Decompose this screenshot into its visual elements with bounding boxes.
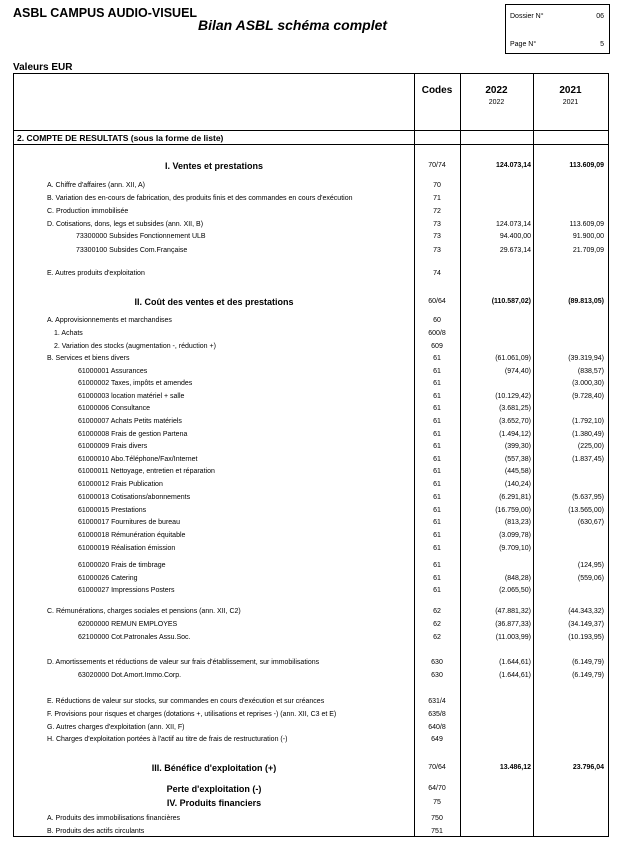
table-row xyxy=(14,247,608,259)
dossier-info-box xyxy=(505,4,610,54)
row-value-2022: (36.877,33) xyxy=(495,621,531,628)
document-title: Bilan ASBL schéma complet xyxy=(198,17,388,33)
row-value-2022: (399,30) xyxy=(504,443,531,450)
row-code: 74 xyxy=(433,270,441,277)
row-code: 600/8 xyxy=(428,330,446,337)
row-label: I. Ventes et prestations xyxy=(164,161,264,171)
table-row xyxy=(14,815,608,827)
row-label: 2. Variation des stocks (augmentation -, réduction +) xyxy=(54,343,216,350)
row-value-2021: (9.728,40) xyxy=(572,393,604,400)
row-code: 61 xyxy=(433,380,441,387)
table-row xyxy=(14,587,608,599)
row-label: 61000019 Réalisation émission xyxy=(78,545,176,552)
section-heading-row xyxy=(14,763,608,779)
year-2022-header: 2022 xyxy=(485,85,508,96)
row-code: 649 xyxy=(431,736,443,743)
row-code: 61 xyxy=(433,587,441,594)
row-value-2021: 113.609,09 xyxy=(569,221,604,228)
row-value-2022: (47.881,32) xyxy=(495,608,531,615)
table-row xyxy=(14,195,608,207)
row-value-2021: (1.792,10) xyxy=(572,418,604,425)
dossier-line xyxy=(510,13,604,20)
currency-label: Valeurs EUR xyxy=(13,62,73,73)
row-label: 62000000 REMUN EMPLOYES xyxy=(78,621,178,628)
row-value-2022: (813,23) xyxy=(504,519,531,526)
dossier-label: Dossier N° xyxy=(510,13,544,20)
row-label: 61000009 Frais divers xyxy=(78,443,148,450)
row-code: 62 xyxy=(433,621,441,628)
row-code: 60/64 xyxy=(428,298,446,305)
row-value-2021: 113.609,09 xyxy=(569,162,604,169)
row-label: 61000027 Impressions Posters xyxy=(78,587,175,594)
row-label: E. Réductions de valeur sur stocks, sur commandes en cours d'exécution et sur créances xyxy=(47,698,325,705)
row-value-2021: (225,00) xyxy=(577,443,604,450)
row-value-2021: (630,67) xyxy=(577,519,604,526)
row-value-2021: (5.637,95) xyxy=(572,494,604,501)
row-label: 61000017 Fournitures de bureau xyxy=(78,519,180,526)
row-value-2022: (1.494,12) xyxy=(499,431,531,438)
row-value-2022: (10.129,42) xyxy=(495,393,531,400)
row-value-2022: 29.673,14 xyxy=(499,247,531,254)
row-value-2021: (34.149,37) xyxy=(568,621,604,628)
row-code: 61 xyxy=(433,443,441,450)
row-value-2021: (6.149,79) xyxy=(572,659,604,666)
row-value-2021: 23.796,04 xyxy=(572,764,604,771)
row-label: 61000026 Catering xyxy=(78,575,138,582)
row-code: 609 xyxy=(431,343,443,350)
row-label: Perte d'exploitation (-) xyxy=(166,784,262,794)
table-row xyxy=(14,507,608,519)
row-label: III. Bénéfice d'exploitation (+) xyxy=(151,763,277,773)
section-heading-row xyxy=(14,798,608,814)
row-label: 61000015 Prestations xyxy=(78,507,147,514)
year-2022-subheader: 2022 xyxy=(488,99,505,106)
row-code: 70/74 xyxy=(428,162,446,169)
row-code: 72 xyxy=(433,208,441,215)
table-row xyxy=(14,355,608,367)
table-row xyxy=(14,270,608,282)
row-code: 73 xyxy=(433,233,441,240)
row-label: 61000011 Nettoyage, entretien et réparation xyxy=(78,468,215,475)
row-value-2022: (3.681,25) xyxy=(499,405,531,412)
row-code: 61 xyxy=(433,507,441,514)
table-row xyxy=(14,418,608,430)
row-label: A. Chiffre d'affaires (ann. XII, A) xyxy=(47,182,145,189)
row-code: 635/8 xyxy=(428,711,446,718)
row-label: H. Charges d'exploitation portées à l'actif au titre de frais de restructuration (-) xyxy=(47,736,288,743)
table-row xyxy=(14,711,608,723)
row-value-2021: (89.813,05) xyxy=(568,298,604,305)
row-value-2021: (1.380,49) xyxy=(572,431,604,438)
row-value-2022: (9.709,10) xyxy=(499,545,531,552)
table-row xyxy=(14,443,608,455)
row-code: 751 xyxy=(431,828,443,835)
row-value-2022: 13.486,12 xyxy=(499,764,531,771)
row-label: 61000020 Frais de timbrage xyxy=(78,562,166,569)
row-code: 62 xyxy=(433,608,441,615)
row-label: 1. Achats xyxy=(54,330,83,337)
row-code: 75 xyxy=(433,799,441,806)
table-row xyxy=(14,431,608,443)
row-code: 750 xyxy=(431,815,443,822)
table-row xyxy=(14,634,608,646)
row-label: B. Variation des en-cours de fabrication, des produits finis et des commandes en cours d'exécution xyxy=(47,195,353,202)
row-value-2021: (10.193,95) xyxy=(568,634,604,641)
dossier-value: 06 xyxy=(596,13,604,20)
table-row xyxy=(14,221,608,233)
table-row xyxy=(14,317,608,329)
row-label: 73300000 Subsides Fonctionnement ULB xyxy=(76,233,206,240)
row-value-2021: (39.319,94) xyxy=(568,355,604,362)
table-row xyxy=(14,481,608,493)
table-row xyxy=(14,621,608,633)
row-code: 61 xyxy=(433,519,441,526)
row-value-2022: (2.065,50) xyxy=(499,587,531,594)
row-code: 61 xyxy=(433,562,441,569)
table-row xyxy=(14,562,608,574)
row-code: 61 xyxy=(433,393,441,400)
row-value-2022: (974,40) xyxy=(504,368,531,375)
row-label: D. Amortissements et réductions de valeur sur frais d'établissement, sur immobilisations xyxy=(47,659,320,666)
row-value-2022: (848,28) xyxy=(504,575,531,582)
year-2021-subheader: 2021 xyxy=(562,99,579,106)
table-row xyxy=(14,208,608,220)
table-row xyxy=(14,519,608,531)
section-heading-row xyxy=(14,297,608,313)
row-code: 73 xyxy=(433,221,441,228)
row-label: 61000010 Abo.Téléphone/Fax/Internet xyxy=(78,456,198,463)
row-value-2021: (13.565,00) xyxy=(568,507,604,514)
year-2021-header: 2021 xyxy=(559,85,582,96)
row-label: C. Production immobilisée xyxy=(47,208,129,215)
row-value-2022: (3.652,70) xyxy=(499,418,531,425)
row-code: 64/70 xyxy=(428,785,446,792)
row-value-2022: 124.073,14 xyxy=(495,162,531,169)
table-row xyxy=(14,182,608,194)
row-code: 61 xyxy=(433,494,441,501)
row-code: 62 xyxy=(433,634,441,641)
row-code: 61 xyxy=(433,355,441,362)
table-row xyxy=(14,532,608,544)
row-label: B. Produits des actifs circulants xyxy=(47,828,145,835)
row-code: 70 xyxy=(433,182,441,189)
row-value-2022: (61.061,09) xyxy=(495,355,531,362)
table-row xyxy=(14,343,608,355)
row-code: 630 xyxy=(431,659,443,666)
table-row xyxy=(14,380,608,392)
row-code: 631/4 xyxy=(428,698,446,705)
row-label: 61000013 Cotisations/abonnements xyxy=(78,494,191,501)
row-label: 61000007 Achats Petits matériels xyxy=(78,418,182,425)
table-row xyxy=(14,724,608,736)
row-label: 61000018 Rémunération équitable xyxy=(78,532,186,539)
row-code: 630 xyxy=(431,672,443,679)
row-value-2021: (1.837,45) xyxy=(572,456,604,463)
row-value-2021: (44.343,32) xyxy=(568,608,604,615)
row-value-2022: (445,58) xyxy=(504,468,531,475)
page-line xyxy=(510,41,604,48)
row-value-2021: (124,95) xyxy=(577,562,604,569)
codes-header: Codes xyxy=(421,85,453,96)
row-value-2022: (16.759,00) xyxy=(495,507,531,514)
section-heading-row xyxy=(14,161,608,177)
row-value-2021: (838,57) xyxy=(577,368,604,375)
row-label: 61000001 Assurances xyxy=(78,368,148,375)
row-value-2022: (557,38) xyxy=(504,456,531,463)
row-code: 61 xyxy=(433,532,441,539)
table-row xyxy=(14,736,608,748)
row-value-2022: 94.400,00 xyxy=(499,233,531,240)
table-row xyxy=(14,393,608,405)
page-label: Page N° xyxy=(510,41,537,48)
row-code: 71 xyxy=(433,195,441,202)
row-label: II. Coût des ventes et des prestations xyxy=(134,297,294,307)
table-row xyxy=(14,330,608,342)
table-row xyxy=(14,672,608,684)
table-row xyxy=(14,575,608,587)
row-value-2022: 124.073,14 xyxy=(495,221,531,228)
section-title: 2. COMPTE DE RESULTATS (sous la forme de liste) xyxy=(17,133,224,143)
row-value-2022: (110.587,02) xyxy=(491,298,531,305)
table-row xyxy=(14,494,608,506)
row-code: 640/8 xyxy=(428,724,446,731)
row-label: D. Cotisations, dons, legs et subsides (ann. XII, B) xyxy=(47,221,204,228)
income-statement-table xyxy=(13,73,609,837)
row-value-2021: (559,06) xyxy=(577,575,604,582)
row-label: A. Approvisionnements et marchandises xyxy=(47,317,172,324)
row-code: 61 xyxy=(433,368,441,375)
row-label: 62100000 Cot.Patronales Assu.Soc. xyxy=(78,634,191,641)
row-value-2021: 21.709,09 xyxy=(572,247,604,254)
row-label: IV. Produits financiers xyxy=(166,798,262,808)
row-code: 61 xyxy=(433,575,441,582)
row-code: 61 xyxy=(433,405,441,412)
row-label: 63020000 Dot.Amort.Immo.Corp. xyxy=(78,672,182,679)
row-label: F. Provisions pour risques et charges (dotations +, utilisations et reprises -) (ann. XII, C3 et E) xyxy=(47,711,337,718)
row-code: 70/64 xyxy=(428,764,446,771)
row-value-2022: (6.291,81) xyxy=(499,494,531,501)
row-label: 61000008 Frais de gestion Partena xyxy=(78,431,188,438)
row-label: 61000002 Taxes, impôts et amendes xyxy=(78,380,193,387)
row-label: 61000003 location matériel + salle xyxy=(78,393,185,400)
row-code: 61 xyxy=(433,545,441,552)
table-row xyxy=(14,368,608,380)
table-row xyxy=(14,456,608,468)
table-row xyxy=(14,405,608,417)
table-row xyxy=(14,233,608,245)
table-row xyxy=(14,659,608,671)
row-label: 73300100 Subsides Com.Française xyxy=(76,247,188,254)
row-value-2021: (3.000,30) xyxy=(572,380,604,387)
row-code: 73 xyxy=(433,247,441,254)
organization-name: ASBL CAMPUS AUDIO-VISUEL xyxy=(13,6,198,20)
row-code: 61 xyxy=(433,456,441,463)
table-row xyxy=(14,545,608,557)
page-value: 5 xyxy=(600,41,604,48)
row-value-2022: (1.644,61) xyxy=(499,672,531,679)
row-label: C. Rémunérations, charges sociales et pensions (ann. XII, C2) xyxy=(47,608,241,615)
table-row xyxy=(14,698,608,710)
section-divider xyxy=(14,144,608,145)
row-label: E. Autres produits d'exploitation xyxy=(47,270,145,277)
row-value-2021: (6.149,79) xyxy=(572,672,604,679)
table-row xyxy=(14,468,608,480)
row-code: 61 xyxy=(433,481,441,488)
row-label: 61000006 Consultance xyxy=(78,405,151,412)
row-code: 60 xyxy=(433,317,441,324)
row-label: B. Services et biens divers xyxy=(47,355,130,362)
row-value-2022: (140,24) xyxy=(504,481,531,488)
header-divider xyxy=(14,130,608,131)
row-value-2022: (1.644,61) xyxy=(499,659,531,666)
row-code: 61 xyxy=(433,468,441,475)
row-label: A. Produits des immobilisations financières xyxy=(47,815,181,822)
row-value-2021: 91.900,00 xyxy=(572,233,604,240)
table-row xyxy=(14,608,608,620)
row-code: 61 xyxy=(433,431,441,438)
row-label: G. Autres charges d'exploitation (ann. XII, F) xyxy=(47,724,185,731)
row-label: 61000012 Frais Publication xyxy=(78,481,163,488)
table-row xyxy=(14,828,608,840)
row-value-2022: (3.099,78) xyxy=(499,532,531,539)
row-code: 61 xyxy=(433,418,441,425)
row-value-2022: (11.003,99) xyxy=(495,634,531,641)
